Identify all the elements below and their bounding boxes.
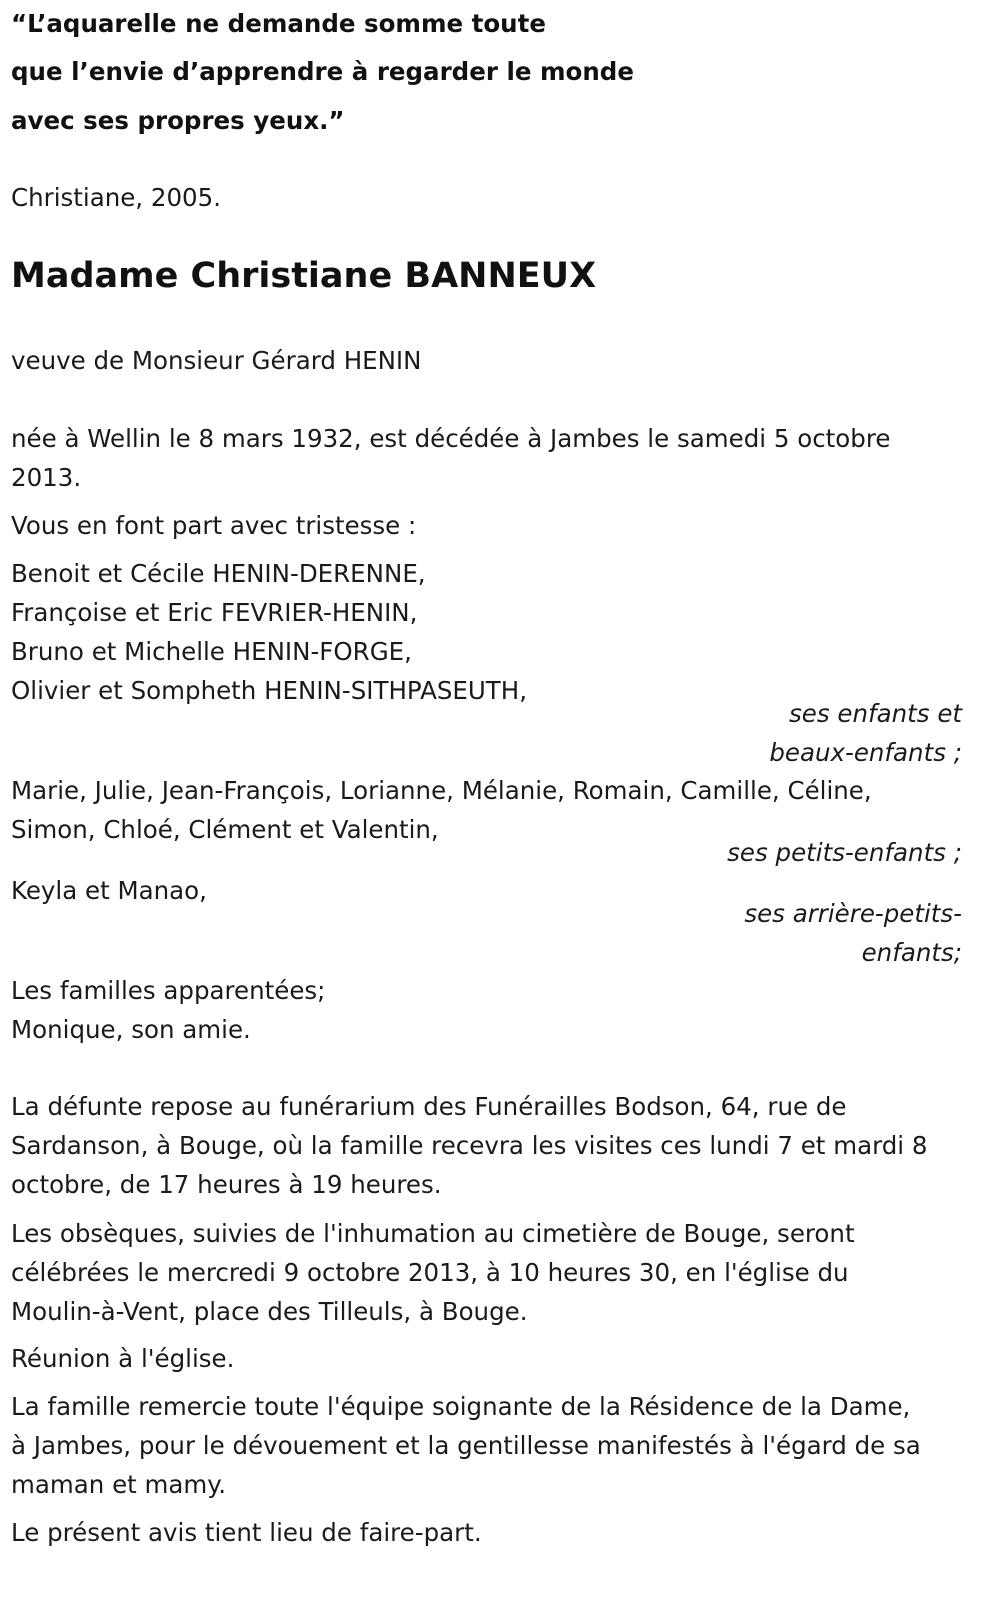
announcement-intro: Vous en font part avec tristesse : [11, 511, 417, 540]
children-role-line-1: ses enfants et [789, 699, 962, 728]
repose-line-3: octobre, de 17 heures à 19 heures. [11, 1170, 442, 1199]
repose-line-2: Sardanson, à Bouge, où la famille recevra les visites ces lundi 7 et mardi 8 [11, 1131, 928, 1160]
relatives-line: Les familles apparentées; [11, 976, 326, 1005]
spouse-line: veuve de Monsieur Gérard HENIN [11, 346, 422, 375]
great-grandchildren: Keyla et Manao, [11, 876, 207, 905]
child-entry: Bruno et Michelle HENIN-FORGE, [11, 637, 412, 666]
thanks-line-3: maman et mamy. [11, 1470, 227, 1499]
children-role-line-2: beaux-enfants ; [769, 738, 962, 767]
child-entry: Françoise et Eric FEVRIER-HENIN, [11, 598, 418, 627]
grandchildren-role: ses petits-enfants ; [727, 838, 962, 867]
quote-line-2: que l’envie d’apprendre à regarder le monde [11, 57, 634, 86]
quote-line-1: “L’aquarelle ne demande somme toute [11, 9, 546, 38]
grandchildren-line-2: Simon, Chloé, Clément et Valentin, [11, 815, 439, 844]
friend-line: Monique, son amie. [11, 1015, 251, 1044]
quote-attribution: Christiane, 2005. [11, 183, 222, 212]
life-dates-line-2: 2013. [11, 463, 82, 492]
great-grandchildren-role-line-1: ses arrière-petits- [744, 899, 962, 928]
thanks-line-1: La famille remercie toute l'équipe soignante de la Résidence de la Dame, [11, 1392, 911, 1421]
repose-line-1: La défunte repose au funérarium des Funérailles Bodson, 64, rue de [11, 1092, 847, 1121]
ceremony-line-3: Moulin-à-Vent, place des Tilleuls, à Bouge. [11, 1297, 528, 1326]
deceased-name: Madame Christiane BANNEUX [11, 256, 597, 296]
quote-line-3: avec ses propres yeux.” [11, 106, 345, 135]
great-grandchildren-role-line-2: enfants; [861, 938, 962, 967]
ceremony-line-2: célébrées le mercredi 9 octobre 2013, à 10 heures 30, en l'église du [11, 1258, 849, 1287]
thanks-line-2: à Jambes, pour le dévouement et la gentillesse manifestés à l'égard de sa [11, 1431, 921, 1460]
life-dates-line-1: née à Wellin le 8 mars 1932, est décédée à Jambes le samedi 5 octobre [11, 424, 891, 453]
ceremony-line-1: Les obsèques, suivies de l'inhumation au cimetière de Bouge, seront [11, 1219, 855, 1248]
closing-line: Le présent avis tient lieu de faire-part. [11, 1518, 482, 1547]
grandchildren-line-1: Marie, Julie, Jean-François, Lorianne, Mélanie, Romain, Camille, Céline, [11, 776, 872, 805]
child-entry: Benoit et Cécile HENIN-DERENNE, [11, 559, 426, 588]
reunion-line: Réunion à l'église. [11, 1344, 235, 1373]
child-entry: Olivier et Sompheth HENIN-SITHPASEUTH, [11, 676, 527, 705]
